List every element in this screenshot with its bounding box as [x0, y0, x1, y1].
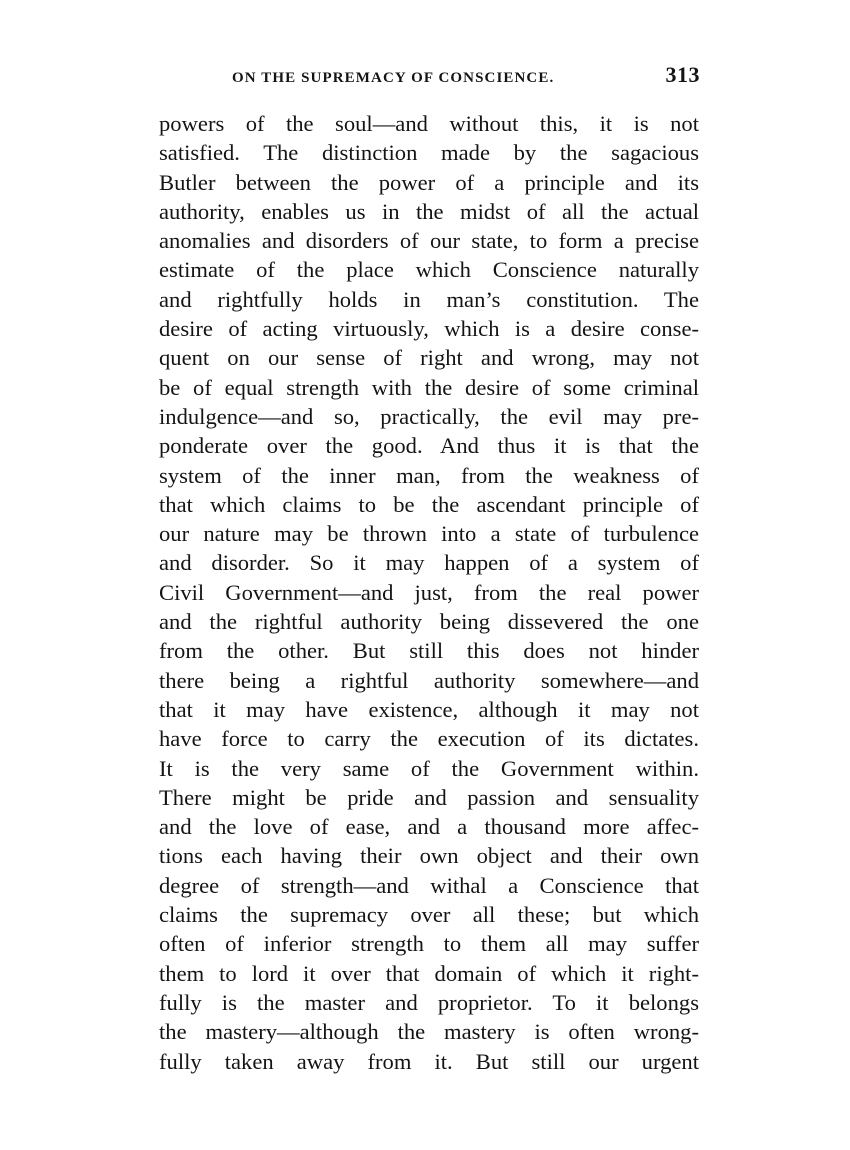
- text-line: desire of acting virtuously, which is a desire conse-: [159, 316, 699, 342]
- text-line: degree of strength—and withal a Conscience that: [159, 872, 699, 898]
- text-line: and the rightful authority being dissevered the one: [159, 609, 699, 635]
- text-line: that which claims to be the ascendant principle of: [159, 491, 699, 517]
- text-line: It is the very same of the Government within.: [159, 755, 699, 781]
- text-line: have force to carry the execution of its dictates.: [159, 726, 699, 752]
- text-line: estimate of the place which Conscience naturally: [159, 257, 699, 283]
- text-line: quent on our sense of right and wrong, may not: [159, 345, 699, 371]
- text-line: claims the supremacy over all these; but which: [159, 902, 699, 928]
- body-text: [159, 109, 699, 1076]
- running-title: ON THE SUPREMACY OF CONSCIENCE.: [232, 70, 555, 86]
- text-line: Civil Government—and just, from the real power: [159, 579, 699, 605]
- text-line: authority, enables us in the midst of all the actual: [159, 198, 699, 224]
- text-line: from the other. But still this does not hinder: [159, 638, 699, 664]
- text-line: there being a rightful authority somewhere—and: [159, 667, 699, 693]
- page-number: 313: [665, 62, 700, 87]
- text-line: them to lord it over that domain of which it right-: [159, 960, 699, 986]
- text-line: powers of the soul—and without this, it is not: [159, 111, 699, 136]
- text-line: ponderate over the good. And thus it is that the: [159, 433, 699, 459]
- text-line: satisfied. The distinction made by the sagacious: [159, 140, 699, 166]
- text-line: There might be pride and passion and sensuality: [159, 784, 699, 810]
- text-line: indulgence—and so, practically, the evil may pre-: [159, 403, 699, 429]
- text-line: our nature may be thrown into a state of turbulence: [159, 521, 699, 547]
- text-line: be of equal strength with the desire of some criminal: [159, 374, 699, 400]
- text-line: and rightfully holds in man’s constitution. The: [159, 286, 699, 312]
- running-head: [160, 62, 700, 90]
- text-line: fully taken away from it. But still our urgent: [159, 1048, 699, 1074]
- text-line: fully is the master and proprietor. To it belongs: [159, 989, 699, 1015]
- text-line: and disorder. So it may happen of a system of: [159, 550, 699, 576]
- text-line: that it may have existence, although it may not: [159, 696, 699, 722]
- text-line: system of the inner man, from the weakness of: [159, 462, 699, 488]
- text-line: tions each having their own object and their own: [159, 843, 699, 869]
- text-line: Butler between the power of a principle and its: [159, 169, 699, 195]
- text-line: the mastery—although the mastery is often wrong-: [159, 1019, 699, 1045]
- text-line: anomalies and disorders of our state, to form a precise: [159, 228, 699, 254]
- text-line: often of inferior strength to them all may suffer: [159, 931, 699, 957]
- text-line: and the love of ease, and a thousand more affec-: [159, 814, 699, 840]
